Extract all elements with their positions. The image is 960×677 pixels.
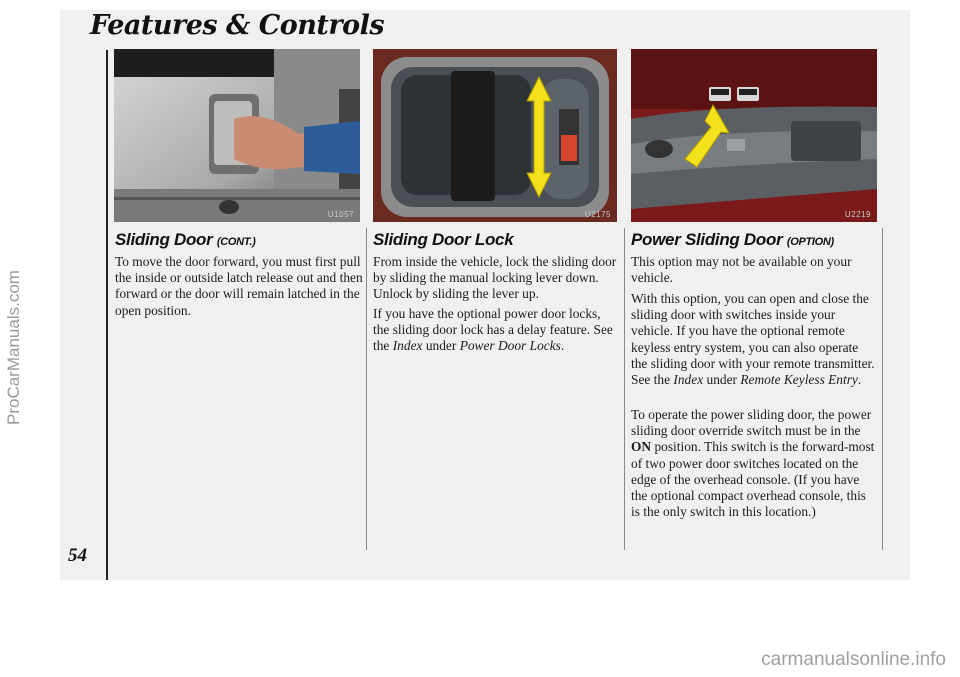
photo-door-latch: [114, 49, 360, 222]
margin-rule: [106, 50, 108, 580]
index-reference: Index: [392, 338, 423, 354]
heading-sliding-door: [115, 230, 256, 250]
heading-suffix: (CONT.): [216, 236, 256, 248]
photo-door-lock: [373, 49, 617, 222]
text: .: [560, 338, 565, 354]
index-reference: Index: [673, 372, 704, 388]
paragraph-lock-1: From inside the vehicle, lock the sliding door by sliding the manual locking lever down. Unlock by sliding the lever up.: [373, 254, 617, 302]
text: under: [425, 338, 457, 354]
heading-sliding-door-lock: Sliding Door Lock: [373, 230, 514, 249]
paragraph-power-2: [631, 291, 877, 388]
text: If you have the optional power door locks, the sliding door lock has a delay feature. See the: [373, 306, 613, 354]
page-number: 54: [68, 545, 87, 566]
column-divider: [366, 228, 367, 550]
heading-text: Sliding Door: [115, 230, 213, 249]
column-divider: [624, 228, 625, 550]
photo-overhead-console: [631, 49, 877, 222]
paragraph-sliding-door: To move the door forward, you must first pull the inside or outside latch release out and then forward or the door will remain latched in the open position.: [115, 254, 363, 318]
heading-text: Power Sliding Door: [631, 230, 783, 249]
column-divider: [882, 228, 883, 550]
photo-code: U2175: [584, 210, 611, 219]
on-label: ON: [631, 439, 652, 455]
photo-code: U2219: [844, 210, 871, 219]
text: To operate the power sliding door, the power sliding door override switch must be in the: [631, 407, 872, 439]
text: position. This switch is the forward-most of two power door switches located on the edge of the overhead console. (If you have the optional compact overhead console, this is the only switch in this location.): [631, 439, 875, 520]
section-title: Features & Controls: [90, 10, 385, 41]
text: under: [706, 372, 738, 388]
heading-power-sliding-door: [631, 230, 834, 250]
paragraph-power-1: This option may not be available on your vehicle.: [631, 254, 852, 286]
topic-reference: Power Door Locks: [459, 338, 561, 354]
text: .: [857, 372, 862, 388]
heading-suffix: (OPTION): [786, 236, 834, 248]
topic-reference: Remote Keyless Entry: [740, 372, 858, 388]
text: With this option, you can open and close the sliding door with switches inside your vehicle. If you have the optional remote keyless entry system, you can also operate the sliding door with your remote transmitter. See the: [631, 291, 875, 388]
photo-code: U1057: [327, 210, 354, 219]
watermark-bottom: carmanualsonline.info: [761, 649, 946, 670]
paragraph-power-3: [631, 407, 877, 520]
watermark-side: ProCarManuals.com: [4, 270, 23, 425]
paragraph-lock-2: [373, 306, 619, 355]
